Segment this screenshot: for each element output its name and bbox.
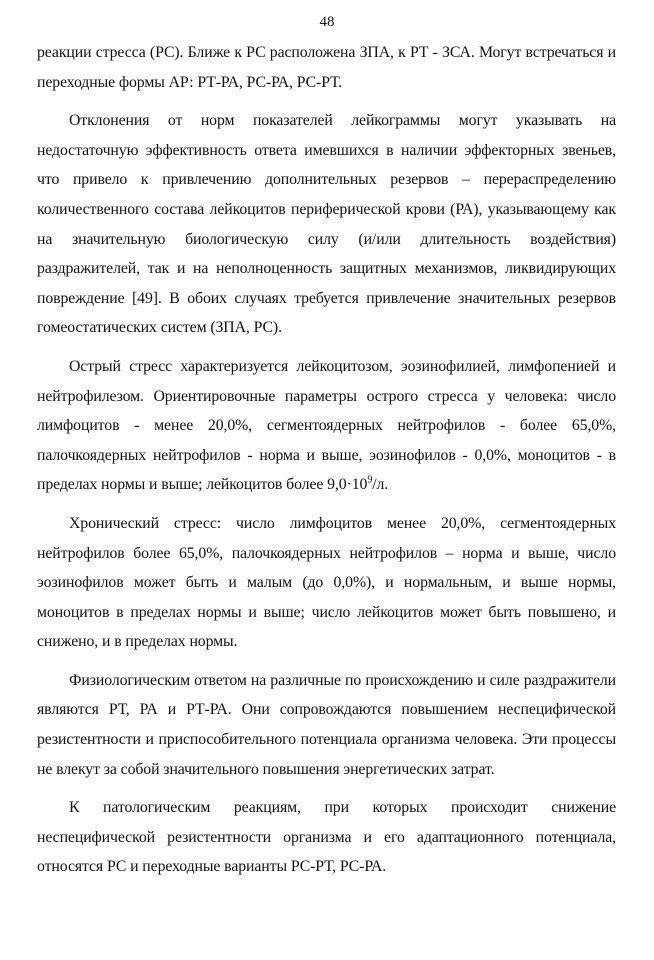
- exponent: 9: [367, 475, 373, 487]
- unit-suffix: /л.: [372, 476, 389, 494]
- acute-stress-text: Острый стресс характеризуется лейкоцитозом, эозинофилией, лимфопенией и нейтрофилезом. Ориентировочные параметры острого стресса у человека: число лимфоцитов - менее 20,0%, сегментоядерных нейтрофилов - более 65,0%, палочкоядерных нейтрофилов - норма и выше, эозинофилов - 0,0%, моноцитов - в пределах нормы и выше; лейкоцитов более 9,0·10: [37, 357, 616, 494]
- paragraph-pathological-reactions: К патологическим реакциям, при которых происходит снижение неспецифической резистентности организма и его адаптационного потенциала, относятся РС и переходные варианты РС-РТ, РС-РА.: [37, 799, 616, 876]
- body-text: [37, 38, 616, 891]
- paragraph-physiological-response: Физиологическим ответом на различные по происхождению и силе раздражители являются РТ, РА и РТ-РА. Они сопровождаются повышением неспецифической резистентности и приспособительного потенциала организма человека. Эти процессы не влекут за собой значительного повышения энергетических затрат.: [37, 671, 616, 778]
- paragraph-acute-stress: [37, 352, 616, 500]
- paragraph-chronic-stress: Хронический стресс: число лимфоцитов менее 20,0%, сегментоядерных нейтрофилов более 65,0%, палочкоядерных нейтрофилов – норма и выше, число эозинофилов может быть и малым (до 0,0%), и нормальным, и выше нормы, моноцитов в пределах нормы и выше; число лейкоцитов может быть повышено, и снижено, и в пределах нормы.: [37, 514, 616, 651]
- paragraph-leukogram-deviations: Отклонения от норм показателей лейкограммы могут указывать на недостаточную эффективность ответа имевшихся в наличии эффекторных звеньев, что привело к привлечению дополнительных резервов – перераспределению количественного состава лейкоцитов периферической крови (РА), указывающему как на значительную биологическую силу (и/или длительность воздействия) раздражителей, так и на неполноценность защитных механизмов, ликвидирующих повреждение [49]. В обоих случаях требуется привлечение значительных резервов гомеостатических систем (ЗПА, РС).: [37, 112, 616, 337]
- page-number: 48: [319, 14, 335, 30]
- paragraph-continuation: реакции стресса (РС). Ближе к РС расположена ЗПА, к РТ - ЗСА. Могут встречаться и переходные формы АР: РТ-РА, РС-РА, РС-РТ.: [37, 44, 616, 91]
